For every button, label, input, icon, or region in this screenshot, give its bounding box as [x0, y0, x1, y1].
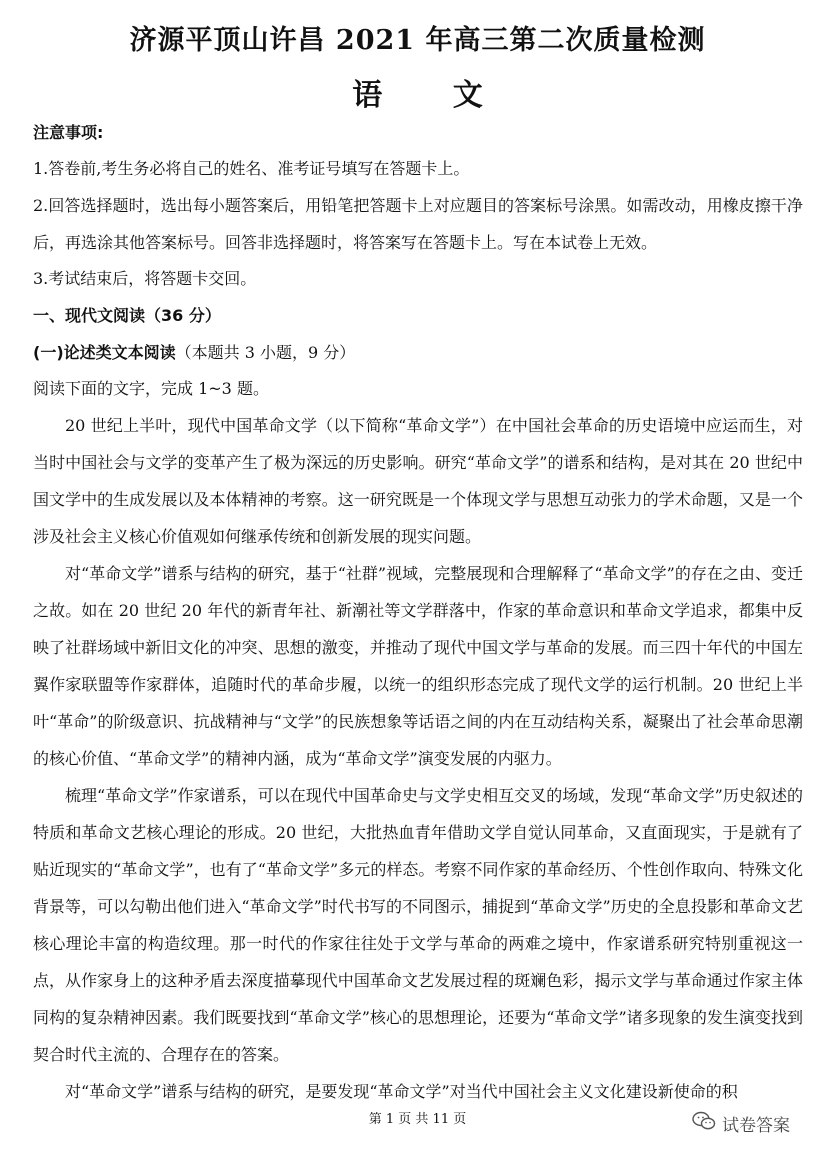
subsection-line: [33, 343, 803, 363]
subsection-heading: (一)论述类文本阅读: [33, 343, 176, 362]
passage-paragraph-3: 梳理“革命文学”作家谱系，可以在现代中国革命史与文学史相互交叉的场域，发现“革命文学”历史叙述的特质和革命文艺核心理论的形成。20 世纪，大批热血青年借助文学自觉认同革命，又直面现实，于是就有了贴近现实的“革命文学”，也有了“革命文学”多元的样态。考察不同作家的革命经历、个性创作取向、特殊文化背景等，可以勾勒出他们进入“革命文学”时代书写的不同图示，捕捉到“革命文学”历史的全息投影和革命文艺核心理论丰富的构造纹理。那一时代的作家往往处于文学与革命的两难之境中，作家谱系研究特别重视这一点，从作家身上的这种矛盾去深度描摹现代中国革命文艺发展过程的斑斓色彩，揭示文学与革命通过作家主体同构的复杂精神因素。我们既要找到“革命文学”核心的思想理论，还要为“革命文学”诸多现象的发生演变找到契合时代主流的、合理存在的答案。: [33, 786, 803, 1064]
passage-paragraph-4: 对“革命文学”谱系与结构的研究，是要发现“革命文学”对当代中国社会主义文化建设新使命的积: [65, 1082, 738, 1101]
subject-title: 语 文: [352, 78, 513, 113]
notice-item-3: 3.考试结束后，将答题卡交回。: [33, 269, 257, 288]
watermark-text: 试卷答案: [722, 1116, 790, 1136]
passage-paragraph-1: 20 世纪上半叶，现代中国革命文学（以下简称“革命文学”）在中国社会革命的历史语境中应运而生，对当时中国社会与文学的变革产生了极为深远的历史影响。研究“革命文学”的谱系和结构，是对其在 20 世纪中国文学中的生成发展以及本体精神的考察。这一研究既是一个体现文学与思想互动张力的学术命题，又是一个涉及社会主义核心价值观如何继承传统和创新发展的现实问题。: [33, 416, 803, 546]
notice-item-1: 1.答卷前,考生务必将自己的姓名、准考证号填写在答题卡上。: [33, 159, 470, 178]
subsection-note: （本题共 3 小题，9 分）: [175, 343, 356, 362]
passage-paragraph-2: 对“革命文学”谱系与结构的研究，基于“社群”视域，完整展现和合理解释了“革命文学”的存在之由、变迁之故。如在 20 世纪 20 年代的新青年社、新潮社等文学群落中，作家的革命意识和革命文学追求，都集中反映了社群场域中新旧文化的冲突、思想的激变，并推动了现代中国文学与革命的发展。而三四十年代的中国左翼作家联盟等作家群体，追随时代的革命步履，以统一的组织形态完成了现代文学的运行机制。20 世纪上半叶“革命”的阶级意识、抗战精神与“文学”的民族想象等话语之间的内在互动结构关系，凝聚出了社会革命思潮的核心价值、“革命文学”的精神内涵，成为“革命文学”演变发展的内驱力。: [33, 564, 803, 768]
page-number: 第 1 页 共 11 页: [368, 1112, 467, 1127]
notice-item-2: 2.回答选择题时，选出每小题答案后，用铅笔把答题卡上对应题目的答案标号涂黑。如需改动，用橡皮擦干净后，再选涂其他答案标号。回答非选择题时，将答案写在答题卡上。写在本试卷上无效。: [33, 196, 803, 252]
exam-title: 济源平顶山许昌 2021 年高三第二次质量检测: [129, 25, 706, 56]
section-heading: 一、现代文阅读（36 分）: [33, 306, 221, 325]
watermark: [692, 1111, 790, 1136]
notice-heading: 注意事项:: [33, 123, 104, 142]
reading-instruction: 阅读下面的文字，完成 1~3 题。: [33, 379, 269, 398]
wechat-icon: [692, 1111, 716, 1136]
